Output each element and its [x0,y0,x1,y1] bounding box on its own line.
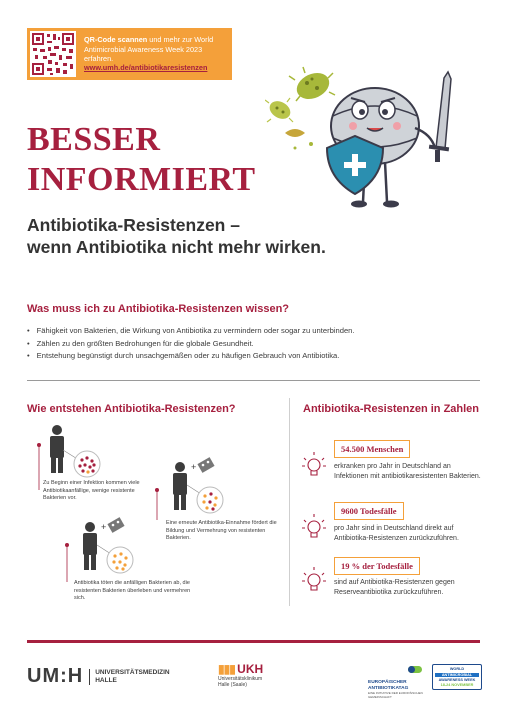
waaw-logo-line: ANTIMICROBIAL [435,673,479,678]
ukh-logo-text-line: Universitätsklinikum [218,676,263,682]
umh-logo [27,665,170,688]
svg-text:+: + [101,522,107,532]
umh-logo-text-line: UNIVERSITÄTSMEDIZIN [95,668,170,676]
bacteria-sample-icon [107,547,133,573]
waaw-logo-line: WORLD [449,667,465,671]
antibiotic-pill-mascot-illustration [265,48,495,218]
step-3-caption: Antibiotika töten die anfälligen Bakterien ab, die resistenten Bakterien überleben und vermehren sich. [74,580,191,601]
ukh-logo-text [218,676,263,688]
stat-value-percentage: 19 % der Todesfälle [334,557,420,575]
stat-text-deaths: pro Jahr sind in Deutschland direkt auf Antibiotika-Resistenzen zurückzuführen. [334,525,459,542]
column-divider [289,398,290,606]
qr-caption [84,35,229,73]
page-title-line-2: INFORMIERT [27,161,256,198]
ukh-logo-text-line: Halle (Saale) [218,682,247,688]
lightbulb-icon [302,452,326,475]
section-heading-numbers: Antibiotika-Resistenzen in Zahlen [303,403,480,415]
page-title-line-1: BESSER [27,121,161,158]
list-item: • Entstehung begünstigt durch unsachgemäßen oder zu häufigen Gebrauch von Antibiotika. [27,350,355,363]
page-subtitle-line-2: wenn Antibiotika nicht mehr wirken. [27,237,326,257]
sword-icon [429,72,451,162]
person-icon [50,425,64,473]
shield-icon [327,136,383,194]
qr-code-icon[interactable] [30,31,76,77]
eaad-logo-title-line: EUROPÄISCHER [368,680,407,685]
qr-caption-text: und mehr zur World Antimicrobial Awareness Week 2023 erfahren. [84,35,214,63]
eaad-capsule-icon [368,665,424,675]
ukh-logo [218,662,263,688]
stat-value-cases: 54.500 Menschen [334,440,410,458]
stat-text-percentage: sind auf Antibiotika-Resistenzen gegen Reserveantibiotika zurückzuführen. [334,579,455,596]
section-heading-how-resistance-develops: Wie entstehen Antibiotika-Resistenzen? [27,403,236,415]
facts-list [27,325,355,363]
qr-info-box [27,28,232,80]
bacteria-sample-icon [197,487,223,513]
bacteria-icon [265,67,335,150]
pill-pack-icon [107,517,124,533]
list-item: • Fähigkeit von Bakterien, die Wirkung von Antibiotika zu vermindern oder sogar zu unterbinden. [27,325,355,338]
svg-text:+: + [191,462,197,472]
section-heading-what-to-know: Was muss ich zu Antibiotika-Resistenzen wissen? [27,303,290,315]
step-1-caption: Zu Beginn einer Infektion kommen viele Antibiotikaanfällige, wenige resistente Bakterien vor. [43,480,140,501]
person-icon [173,462,187,510]
stat-text-cases: erkranken pro Jahr in Deutschland an Infektionen mit antibiotikaresistenten Bakterien. [334,463,481,480]
lightbulb-icons [300,448,330,598]
waaw-logo-date: 18-24 NOVEMBER [440,682,474,687]
page-subtitle-line-1: Antibiotika-Resistenzen – [27,215,240,235]
divider [27,380,480,381]
eaad-logo-title [368,680,424,691]
page-title [27,120,256,200]
page-subtitle [27,214,326,258]
waaw-logo-line: AWARENESS WEEK [438,678,476,682]
ukh-bars-icon: ▮▮▮ [218,662,238,676]
lightbulb-icon [302,514,326,537]
bacteria-sample-icon [74,451,100,477]
pill-pack-icon [197,457,214,473]
qr-caption-bold: QR-Code scannen [84,35,148,45]
person-icon [83,522,97,570]
eaad-logo-sub: EINE INITIATIVE DER EUROPÄISCHEN GEMEINSCHAFT [368,691,423,699]
umh-logo-text-line: HALLE [95,676,117,684]
eaad-logo-title-line: ANTIBIOTIKATAG [368,685,409,691]
step-2-caption: Eine erneute Antibiotika-Einnahme fördert die Bildung und Vermehrung von resistenten Bakterien. [166,520,277,541]
list-item: • Zählen zu den größten Bedrohungen für die globale Gesundheit. [27,338,355,351]
world-antimicrobial-awareness-week-logo [432,664,482,690]
ukh-logo-mark: UKH [237,662,264,676]
lightbulb-icon [302,567,326,590]
footer-divider [27,640,480,643]
umh-logo-text [89,669,169,685]
european-antibiotic-day-logo [368,662,424,699]
stat-value-deaths: 9600 Todesfälle [334,502,404,520]
umh-logo-mark: UM:H [27,665,84,687]
qr-url-link[interactable]: www.umh.de/antibiotikaresistenzen [84,63,208,73]
